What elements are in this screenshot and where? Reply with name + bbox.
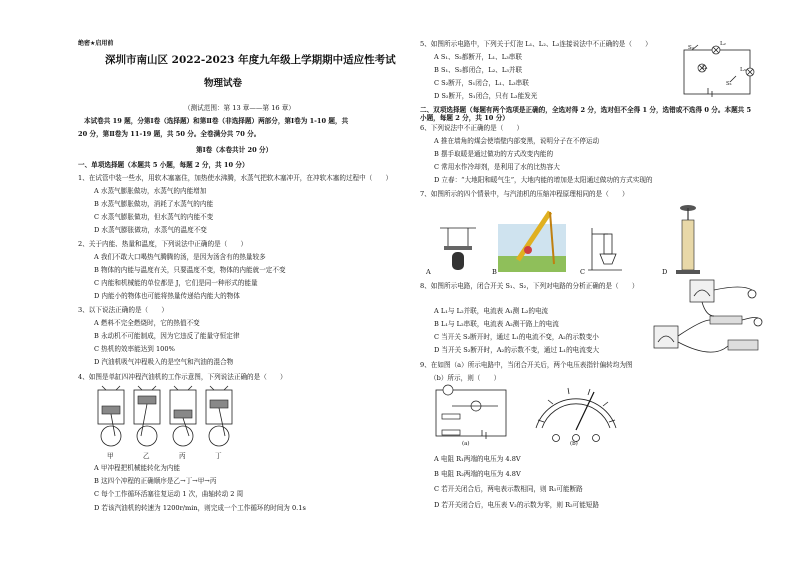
q7-image-c	[586, 224, 626, 272]
q2-option-d: D 内能小的物体也可能将热量传递给内能大的物体	[94, 292, 240, 300]
exam-subtitle: 物理试卷	[204, 78, 243, 89]
q6-stem: 6、下列说法中不正确的是（ ）	[420, 124, 524, 132]
q5-stem: 5、如图所示电路中，下列关于灯泡 L₁、L₂、L₃连接说法中不正确的是（ ）	[420, 40, 652, 48]
q3-stem: 3、以下说法正确的是（ ）	[78, 306, 168, 314]
q9-option-a: A 电阻 R₁两端的电压为 4.8V	[434, 455, 521, 463]
part-one-heading: 第Ⅰ卷（本卷共计 20 分）	[196, 146, 273, 154]
engine-label-3: 丙	[179, 452, 186, 460]
q5-option-b: B S₁、S₂都闭合，L₂、L₃并联	[434, 66, 523, 74]
q7-label-b: B	[492, 268, 497, 276]
q5-label-l1: L₁	[702, 65, 708, 71]
q5-option-d: D S₂断开，S₁闭合，只有 L₃能发光	[434, 92, 538, 100]
section-two-heading: 二、双项选择题（每题有两个选项是正确的，全选对得 2 分，选对但不全得 1 分，选错或不选得 0 分。本题共 5 小题，每题 2 分，共 10 分）	[420, 106, 752, 122]
q5-option-c: C S₂断开，S₁闭合，L₁、L₃串联	[434, 79, 529, 87]
q3-option-b: B 永动机不可能制成，因为它违反了能量守恒定律	[94, 332, 240, 340]
engine-cylinder-2	[134, 386, 160, 446]
q9-fig-b-label: (b)	[570, 441, 578, 447]
engine-cylinder-4	[206, 386, 232, 446]
q7-label-a: A	[426, 268, 431, 276]
q2-option-c: C 内能和机械能的单位都是 J，它们是同一种形式的能量	[94, 279, 258, 287]
engine-label-1: 甲	[107, 452, 114, 460]
q2-option-b: B 物体的内能与温度有关，只要温度不变，物体的内能就一定不变	[94, 266, 286, 274]
q4-option-b: B 这四个冲程的正确顺序是乙→丁→甲→丙	[94, 477, 217, 485]
engine-label-4: 丁	[215, 452, 222, 460]
q3-option-d: D 汽油机吸气冲程吸入的是空气和汽油的混合物	[94, 358, 234, 366]
intro-line-2: 20 分，第Ⅱ卷为 11-19 题，共 50 分。全卷满分共 70 分。	[78, 130, 261, 138]
intro-line-1: 本试卷共 19 题，分第Ⅰ卷（选择题）和第Ⅱ卷（非选择题）两部分，第Ⅰ卷为 1-10 题，共	[84, 117, 349, 125]
q8-circuit-figure	[652, 276, 764, 366]
q8-option-d: D 当开关 S₂断开时，A₂的示数不变，通过 L₁的电流变大	[434, 346, 600, 354]
exam-scope: （测试范围：第 13 章——第 16 章）	[184, 104, 295, 112]
engine-strokes-figure	[94, 384, 244, 458]
q7-stem: 7、如图所示的四个情景中，与汽油机的压缩冲程原理相同的是（ ）	[420, 190, 629, 198]
q1-stem: 1、在试管中装一些水，用软木塞塞住，加热使水沸腾，水蒸气把软木塞冲开，在冲软木塞的过程中（ ）	[78, 174, 393, 182]
q1-option-a: A 水蒸气膨胀做功，水蒸气的内能增加	[94, 187, 207, 195]
exam-title: 深圳市南山区 2022-2023 年度九年级上学期期中适应性考试	[105, 54, 396, 66]
q9-option-c: C 若开关闭合后，两电表示数相同，则 R₁可能断路	[434, 485, 583, 493]
engine-label-2: 乙	[143, 452, 150, 460]
q6-option-a: A 推在墙角的煤会使墙壁内部变黑，说明分子在不停运动	[434, 137, 600, 145]
q5-label-s2: S₂	[688, 45, 694, 51]
q7-label-c: C	[580, 268, 586, 276]
engine-cylinder-1	[98, 386, 124, 446]
q9-circuit-a	[432, 384, 512, 440]
q4-option-d: D 若该汽油机的转速为 1200r/min，则完成一个工作循环的时间为 0.1s	[94, 504, 306, 512]
q7-image-b	[498, 204, 566, 272]
q8-option-c: C 当开关 S₂断开时，通过 L₁的电流不变，A₂的示数变小	[434, 333, 599, 341]
q4-stem: 4、如图是单缸四冲程汽油机的工作示意图，下列说法正确的是（ ）	[78, 373, 287, 381]
q5-option-a: A S₁、S₂都断开，L₁、L₃串联	[434, 53, 522, 61]
q1-option-b: B 水蒸气膨胀做功，消耗了水蒸气的内能	[94, 200, 214, 208]
q8-stem: 8、如图所示电路，闭合开关 S₁、S₂，下列对电路的分析正确的是（ ）	[420, 282, 639, 290]
q9-stem-2: （b）所示，则（ ）	[430, 374, 501, 382]
q1-option-d: D 水蒸气膨胀做功，水蒸气的温度不变	[94, 226, 207, 234]
q3-option-c: C 热机的效率能达到 100%	[94, 345, 175, 353]
q7-image-d	[670, 202, 706, 276]
engine-cylinder-3	[170, 386, 196, 446]
q2-option-a: A 我们不敢大口喝热气腾腾的汤，是因为汤含有的热量较多	[94, 253, 266, 261]
q9-fig-a-label: (a)	[462, 441, 470, 447]
q5-label-l3: L₃	[740, 67, 746, 73]
q5-label-l2: L₂	[720, 41, 726, 47]
q9-option-d: D 若开关闭合后，电压表 V₂的示数为零，则 R₂可能短路	[434, 501, 600, 509]
q9-option-b: B 电阻 R₂两端的电压为 4.8V	[434, 470, 521, 478]
q7-image-a	[438, 226, 478, 272]
q8-option-a: A L₁与 L₂并联，电流表 A₁测 L₂的电流	[434, 307, 549, 315]
q2-stem: 2、关于内能、热量和温度，下列说法中正确的是（ ）	[78, 240, 248, 248]
q3-option-a: A 燃料不完全燃烧时，它的热值不变	[94, 319, 200, 327]
secret-label: 绝密★启用前	[78, 40, 114, 47]
q9-meter-b	[528, 378, 624, 442]
q1-option-c: C 水蒸气膨胀做功，但水蒸气的内能不变	[94, 213, 214, 221]
q4-option-c: C 每个工作循环活塞往复运动 1 次，曲轴转动 2 周	[94, 490, 244, 498]
section-one-heading: 一、单项选择题（本题共 5 小题，每题 2 分，共 10 分）	[78, 161, 249, 169]
q9-stem: 9、在如图（a）所示电路中，当闭合开关后，两个电压表指针偏转均为图	[420, 361, 633, 369]
q6-option-d: D 立春：“大地阳和暖气生”，大地内能的增加是太阳通过做功的方式实现的	[434, 176, 653, 184]
q8-option-b: B L₁与 L₂串联，电流表 A₂测干路上的电流	[434, 320, 559, 328]
q6-option-c: C 常用水作冷却剂，是利用了水的比热容大	[434, 163, 560, 171]
q6-option-b: B 摆手取暖是通过做功的方式改变内能的	[434, 150, 554, 158]
q7-label-d: D	[662, 268, 668, 276]
q5-label-s1: S₁	[726, 81, 732, 87]
q4-option-a: A 甲冲程把机械能转化为内能	[94, 464, 180, 472]
